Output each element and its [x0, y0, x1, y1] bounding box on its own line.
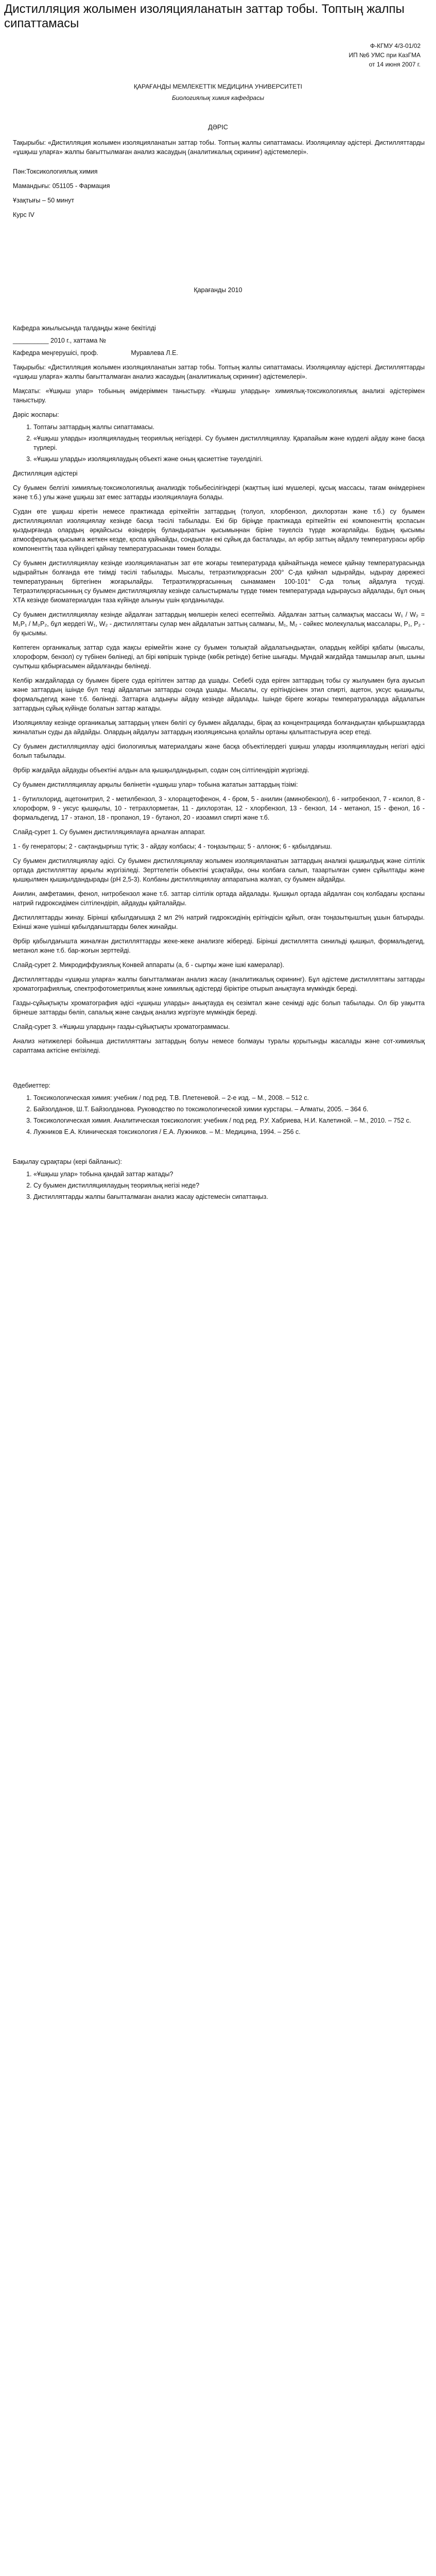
- approval-head: Кафедра меңгерушісі, проф.: [13, 349, 98, 357]
- plan-list: [13, 422, 425, 464]
- questions-list: [13, 1170, 425, 1201]
- paragraph: Анилин, амфетамин, фенол, нитробензол және т.б. заттар сілтілік ортада айдалады. Қышқыл ортада айдалған соң колбадағы қоспаны натрий гидроксидімен сілтілендіріп, айдауды қайталайды.: [13, 890, 425, 907]
- meta-code: Ф-КГМУ 4/3-01/02: [370, 42, 421, 49]
- question-item: 2. Су буымен дистилляциялаудың теориялық негізі неде?: [33, 1181, 425, 1190]
- plan-item: 2. «Ұшқыш уларды» изоляциялаудың теориялық негіздері. Су буымен дистилляциялау. Қарапайым және күрделі айдау және басқа түрлері.: [33, 434, 425, 452]
- paragraph: Көптеген органикалық заттар суда жақсы ерімейтін және су буымен толықтай айдалатындықтан, олардың кейбірі қабаты (мысалы, хлороформ, бензол) су түбінен бөлінеді, ал бірі көпіршік түрінде (көбік ретінде) бетіне шығады. Мұндай жағдайда тамшылар ағып, шыны суытқыш қабырғасымен айдалғанды бөлінеді.: [13, 644, 425, 670]
- document-title: Дистилляция жолымен изоляцияланатын заттар тобы. Топтың жалпы сипаттамасы: [4, 2, 405, 30]
- approval-block: [13, 324, 425, 361]
- paragraph: Изоляциялау кезінде органикалық заттардың үлкен бөлігі су буымен айдалады, бірақ аз концентрацияда болғандықтан қабыршақтарда жиналатын суды да айдайды. Олардың айдалуы заттардың изоляциясына қолайлы ортаны қалыптастыруға әсер етеді.: [13, 719, 425, 736]
- university-header: [0, 82, 436, 102]
- topic-repeat: Тақырыбы: «Дистилляция жолымен изоляцияланатын заттар тобы. Топтың жалпы сипаттамасы. Изоляциялау әдістері. Дистилляттарды «ұшқыш уларға» жалпы бағытталмаған анализ жасаудың (аналитикалық скрининг) әдістемелері».: [13, 364, 425, 380]
- city-year: Қарағанды 2010: [194, 286, 242, 294]
- question-item: 1. «Ұшқыш улар» тобына қандай заттар жатады?: [33, 1170, 425, 1179]
- meta-date: от 14 июня 2007 г.: [369, 61, 421, 68]
- lecture-goal: Мақсаты: «Ұшқыш улар» тобының әмідеріммен таныстыру. «Ұшқыш улардың» химиялық-токсикологиялық анализі әдістерімен таныстыру.: [13, 387, 425, 404]
- lecture-heading: ДӘРІС: [208, 124, 228, 131]
- references-heading: Әдебиеттер:: [13, 1082, 50, 1089]
- university-name: ҚАРАҒАНДЫ МЕМЛЕКЕТТІК МЕДИЦИНА УНИВЕРСИТЕТІ: [134, 83, 302, 90]
- paragraph: 1 - бутилхлорид, ацетонитрил, 2 - метилбензол, 3 - хлорацетофенон, 4 - бром, 5 - анилин (аминобензол), 6 - нитробензол, 7 - ксилол, 8 - хлороформ, 9 - уксус қышқылы, 10 - тетрахлорметан, 11 - дихлорэтан, 12 - хлорбензол, 13 - бензол, 14 - метанол, 15 - фенол, 16 - формальдегид, 17 - этанол, 18 - пропанол, 19 - бутанол, 20 - изоамил спирті және т.б.: [13, 795, 425, 821]
- paragraph: Келбір жағдайларда су буымен біреге суда ерітілген заттар да ұшады. Себебі суда еріген заттардың тобы су жылуымен буға ауысып және заттардың ішінде бүл тезді айдалатын заттарды сонда ұшады. Мысалы, су ерітіндісінен этил спирті, ацетон, уксус қышқылы, формальдегид және т.б. бөлінеді. Заттарға алдыңғы айдау кезінде айдалады. Ішінде біреге жоғары температураларда айдалатын заттардың сұйық күйінде болатын заттар жатады.: [13, 677, 425, 712]
- slide-caption: Слайд-сурет 3. «Ұшқыш улардың» газды-сұйықтықты хроматограммасы.: [13, 1023, 230, 1030]
- question-item: 3. Дистилляттарды жалпы бағытталмаған анализ жасау әдістемесін сипаттаңыз.: [33, 1192, 425, 1201]
- plan-item: 1. Топтағы заттардың жалпы сипаттамасы.: [33, 422, 425, 432]
- approval-line-3: [13, 348, 425, 358]
- slide-caption: Слайд-сурет 1. Су буымен дистилляциялауға арналған аппарат.: [13, 828, 206, 836]
- lecture-topic: Тақырыбы: «Дистилляция жолымен изоляцияланатын заттар тобы. Топтың жалпы сипаттамасы. Изоляциялау әдістері. Дистилляттарды «ұшқыш уларға» жалпы бағыттылмаған анализ жасаудың (аналитикалық скрининг) әдістемелері».: [13, 139, 425, 156]
- department-name: Биологиялық химия кафедрасы: [171, 94, 265, 101]
- lecture-specialty: Мамандығы: 051105 - Фармация: [13, 182, 110, 190]
- plan-heading: Дәріс жоспары:: [13, 411, 59, 418]
- slide-legend: 1 - бу генераторы; 2 - сақтандырғыш түтік; 3 - айдау колбасы; 4 - тоңазытқыш; 5 - аллонж; 6 - қабылдағыш.: [13, 843, 332, 850]
- paragraph: Анализ нәтижелері бойынша дистилляттағы заттардың болуы немесе болмауы туралы қорытынды жасалады және сот-химиялық сараптама актісіне енгізіледі.: [13, 1038, 425, 1054]
- document-meta: [287, 41, 421, 69]
- paragraph: Дистилляттарды «ұшқыш уларға» жалпы бағытталмаған анализ жасау (аналитикалық скрининг). Бұл әдістеме дистилляттағы заттарды хроматографиялық, спектрофотометриялық және химиялық әдістерді біріктіре отырып анықтауға мүмкіндік береді.: [13, 976, 425, 992]
- approval-name: Муравлева Л.Е.: [131, 349, 178, 357]
- paragraph: Су буымен белгілі химиялық-токсикологиялық анализдік тобыбесілігіндері (жақттың ішкі мүшелері, құсық массасы, тағам өнімдерінен және т.б.) улы және ұшқыш зат емес заттарды изоляциялауға болады.: [13, 484, 425, 501]
- slide-caption: Слайд-сурет 2. Микродиффузиялық Конвей аппараты (а, б - сыртқы және ішкі камералар).: [13, 961, 285, 969]
- reference-item: 3. Токсикологическая химия. Аналитическая токсикология: учебник / под ред. Р.У. Хабриева, Н.И. Калетиной. – М., 2010. – 752 с.: [33, 1116, 425, 1125]
- meta-ip: ИП №6 УМС при КазГМА: [348, 52, 421, 59]
- approval-line-1: Кафедра жиылысында талдаңды және бекітілді: [13, 325, 156, 332]
- approval-line-2: __________ 2010 г., хаттама №: [13, 337, 107, 344]
- paragraph: Әрбір қабылдағышта жиналған дистилляттарды жеке-жеке анализге жібереді. Бірінші дистиллятта синильді қышқыл, формальдегид, метанол және т.б. бар-жоғын зерттейді.: [13, 938, 425, 954]
- lecture-course: Курс IV: [13, 211, 34, 218]
- feedback-heading: Бақылау сұрақтары (кері байланыс):: [13, 1158, 123, 1165]
- reference-item: 4. Лужников Е.А. Клиническая токсикология / Е.А. Лужников. – М.: Медицина, 1994. – 256 с.: [33, 1127, 425, 1137]
- paragraph: Су буымен дистилляциялау әдісі. Су буымен дистилляциялау жолымен изоляцияланатын заттардың анализі қышқылдық және сілтілік ортада дистилляттау арқылы жүргізіледі. Зерттелетін объектіні ұсақтайды, оны колбаға салып, тазартылған сумен сұйылтады және қышқылмен қышқылдандырады (рН 2,5-3). Колбаны дистилляциялау аппаратына жалғап, су буымен айдайды.: [13, 857, 425, 883]
- paragraph: Дистилляттарды жинау. Бірінші қабылдағышқа 2 мл 2% натрий гидроксидінің ерітіндісін құйып, оған тоңазытқыштың ұшын батырады. Екінші және үшінші қабылдағыштарды бөлек жинайды.: [13, 914, 425, 930]
- reference-item: 1. Токсикологическая химия: учебник / под ред. Т.В. Плетеневой. – 2-е изд. – М., 2008. – 512 с.: [33, 1093, 425, 1103]
- reference-item: 2. Байзолданов, Ш.Т. Байзолданова. Руководство по токсикологической химии курстары. – Алматы, 2005. – 364 б.: [33, 1105, 425, 1114]
- paragraph: Су буымен дистилляциялау арқылы бөлінетін «ұшқыш улар» тобына жататын заттардың тізімі:: [13, 781, 298, 788]
- paragraph: Су буымен дистилляциялау кезінде изоляцияланатын зат өте жоғары температурада қайнайтында немесе қайнау температурасында ыдырайтын болғанда өте тиімді тәсілі табылады. Мысалы, тетраэтилқорғасын 200° С-да қайнап ыдырайды, ыдырау дәрежесі температураның біртегінен жоғарылайды. Тетраэтилқорғасынның сынамамен 100-101° С-да толық айдалуға түсуді. Тетраэтилқорғасынның су буымен дистилляциялау кезінде салыстырмалы түрде төмен температурада ыдыраусыз айдалады, бұл оның ХТА кезінде биоматериалдан таза күйінде алынуы үшін қолданылады.: [13, 560, 425, 604]
- section-title: Дистилляция әдістері: [13, 470, 78, 477]
- lecture-body: [13, 363, 425, 1207]
- lecture-duration: Ұзақтығы – 50 минут: [13, 197, 75, 204]
- lecture-info: [13, 138, 425, 225]
- references-list: [13, 1093, 425, 1137]
- paragraph: Судан өте ұшқыш кіретін немесе практикада еріткейтін заттардың (толуол, хлорбензол, дихлорэтан және т.б.) су буымен дистилляциялап изоляциялау кезінде басқа тәсілі табылады. Екі бір біріңде практикада еріткейтін екі компоненттің қоспасын қыздырғанда олардың әрқайсысы өзіндерің буландыратын қысымыңнан біріне тәуелсіз түрде жоғарлайды. Будың қысымы атмосфералық қысымға жеткен кезде, қоспа қайнайды, сондықтан екі сұйық да басталады, ал әрбір заттың айдалу температурасы әрбір компоненттің таза күйіндегі қайнау температурасынан төмен болады.: [13, 508, 425, 552]
- plan-item: 3. «Ұшқыш уларды» изоляциялаудың объекті және оның қасиеттіне тәуелділігі.: [33, 454, 425, 464]
- paragraph: Газды-сұйықтықты хроматография әдісі «ұшқыш уларды» анықтауда ең сезімтал және сенімді әдіс болып табылады. Ол бір уақытта бірнеше заттарды бөліп, сапалық және сандық анализ жүргізуге мүмкіндік береді.: [13, 999, 425, 1016]
- paragraph: Су буымен дистилляциялау әдісі биологиялық материалдағы және басқа объектілердегі ұшқыш уларды изоляциялаудың негізгі әдісі болып табылады.: [13, 743, 425, 759]
- lecture-subject: Пән:Токсикологиялық химия: [13, 168, 98, 175]
- paragraph: Су буымен дистилляциялау кезінде айдалған заттардың мөлшерін келесі есептейміз. Айдалған заттың салмақтық массасы W₁ / W₂ = M₁P₁ / M₂P₂, бұл жердегі W₁, W₂ - дистилляттағы сулар мен айдалатын заттың салмағы, M₁, M₂ - сәйкес молекулалық массалары, P₁, P₂ - бу қысымы.: [13, 611, 425, 637]
- paragraph: Әрбір жағдайда айдауды объектіні алдын ала қышқылдандырып, содан соң сілтілендіріп жүргізеді.: [13, 767, 309, 774]
